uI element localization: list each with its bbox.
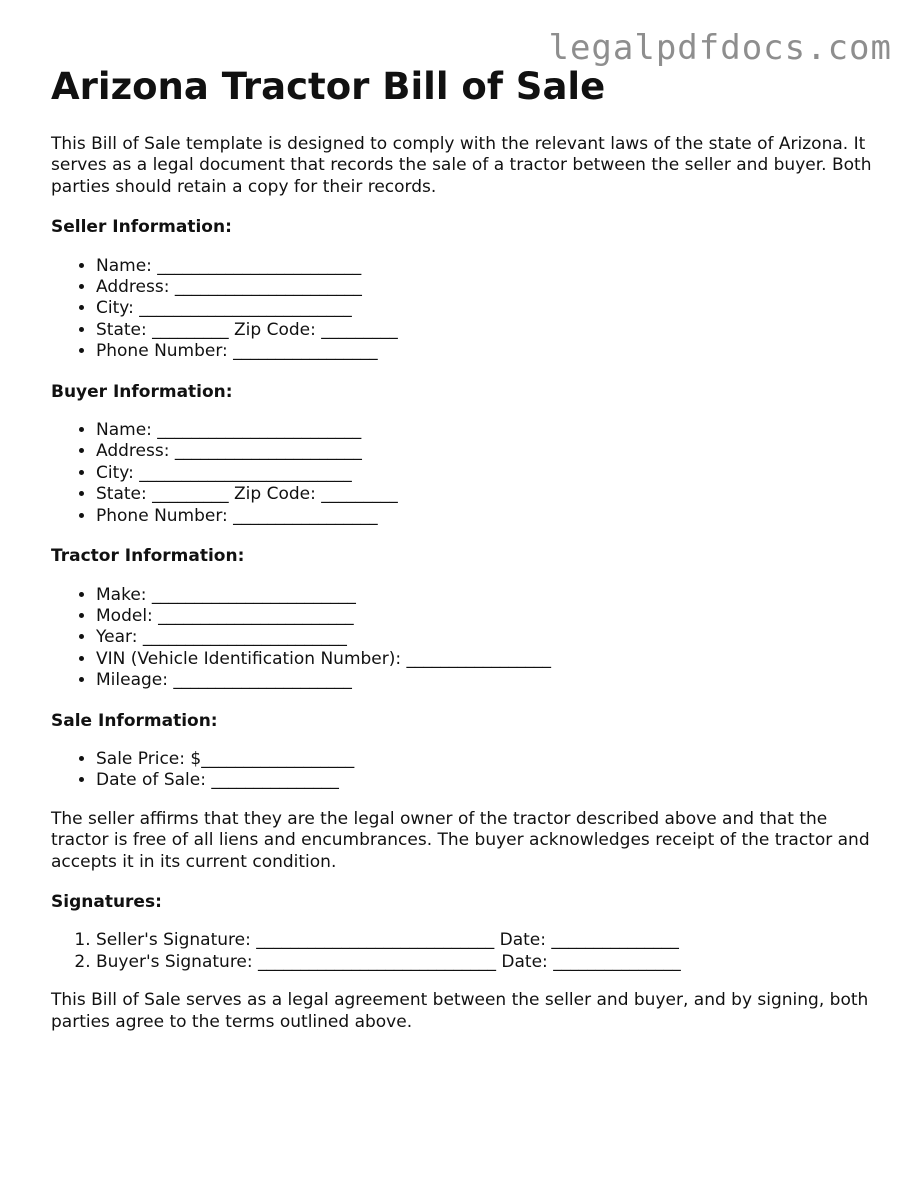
closing-paragraph: This Bill of Sale serves as a legal agreement between the seller and buyer, and by signing, both parties agree to the terms outlined above. xyxy=(51,990,869,1032)
buyer-fields-list xyxy=(51,420,881,527)
buyer-section-heading: Buyer Information: xyxy=(51,381,233,402)
buyer-state-zip-field: • State: _________ Zip Code: _________ xyxy=(96,484,881,505)
sale-date-field: • Date of Sale: _______________ xyxy=(96,770,881,791)
seller-name-field: • Name: ________________________ xyxy=(96,256,881,277)
seller-state-zip-field: • State: _________ Zip Code: _________ xyxy=(96,320,881,341)
signatures-section-heading: Signatures: xyxy=(51,891,162,912)
seller-city-field: • City: _________________________ xyxy=(96,298,881,319)
buyer-name-field: • Name: ________________________ xyxy=(96,420,881,441)
affirmation-paragraph: The seller affirms that they are the legal owner of the tractor described above and that the tractor is free of all liens and encumbrances. The buyer acknowledges receipt of the tractor and accepts it in its current condition. xyxy=(51,808,870,872)
seller-address-field: • Address: ______________________ xyxy=(96,277,881,298)
sale-price-field: • Sale Price: $__________________ xyxy=(96,749,881,770)
buyer-signature-line: 2. Buyer's Signature: ____________________________ Date: _______________ xyxy=(96,952,881,973)
buyer-address-field: • Address: ______________________ xyxy=(96,441,881,462)
tractor-fields-list xyxy=(51,585,881,692)
tractor-make-field: • Make: ________________________ xyxy=(96,585,881,606)
watermark: legalpdfdocs.com xyxy=(548,28,892,68)
buyer-city-field: • City: _________________________ xyxy=(96,463,881,484)
page-title: Arizona Tractor Bill of Sale xyxy=(51,65,606,108)
document-page xyxy=(51,64,881,1033)
buyer-phone-field: • Phone Number: _________________ xyxy=(96,506,881,527)
sale-fields-list xyxy=(51,749,881,792)
seller-fields-list xyxy=(51,256,881,363)
seller-phone-field: • Phone Number: _________________ xyxy=(96,341,881,362)
tractor-model-field: • Model: _______________________ xyxy=(96,606,881,627)
sale-section-heading: Sale Information: xyxy=(51,710,218,731)
tractor-year-field: • Year: ________________________ xyxy=(96,627,881,648)
tractor-mileage-field: • Mileage: _____________________ xyxy=(96,670,881,691)
tractor-vin-field: • VIN (Vehicle Identification Number): _________________ xyxy=(96,649,881,670)
signatures-list xyxy=(51,930,881,973)
seller-section-heading: Seller Information: xyxy=(51,217,232,238)
intro-paragraph: This Bill of Sale template is designed to comply with the relevant laws of the state of Arizona. It serves as a legal document that records the sale of a tractor between the seller and buyer. Both parties should retain a copy for their records. xyxy=(51,134,872,197)
tractor-section-heading: Tractor Information: xyxy=(51,546,245,567)
seller-signature-line: 1. Seller's Signature: ____________________________ Date: _______________ xyxy=(96,930,881,951)
